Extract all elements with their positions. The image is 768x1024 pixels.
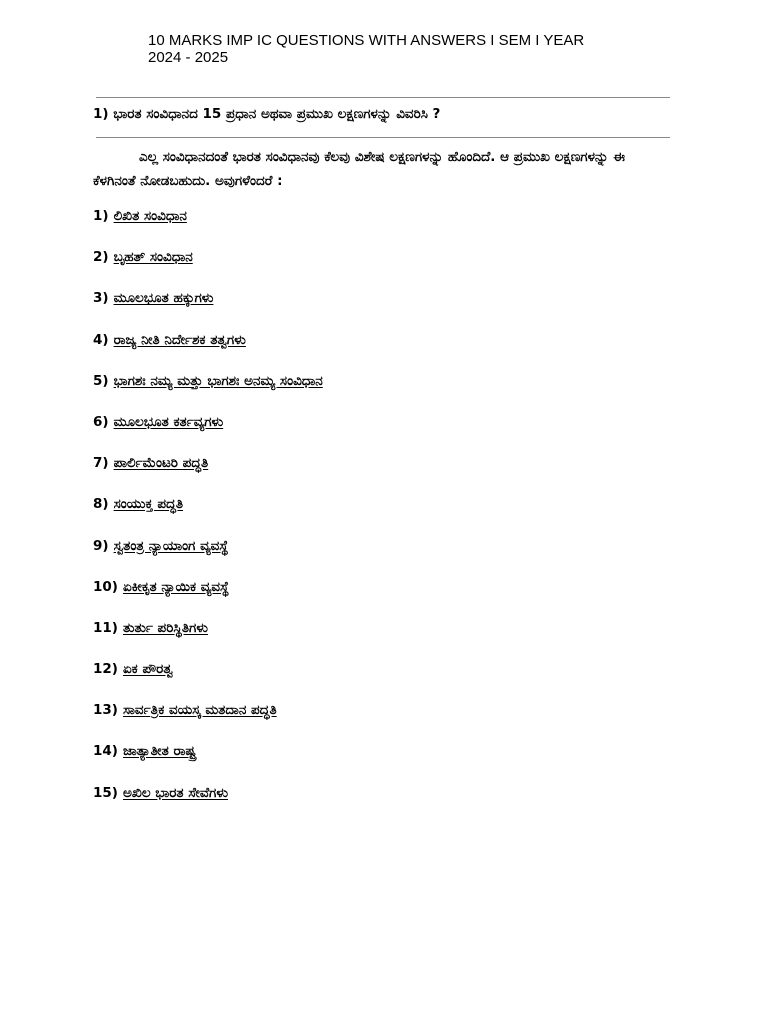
list-item-number: 11)	[93, 619, 118, 636]
list-item-number: 10)	[93, 578, 118, 595]
list-item	[93, 412, 323, 453]
list-item-text: ಮೂಲಭೂತ ಹಕ್ಕುಗಳು	[113, 290, 214, 307]
list-item-number: 6)	[93, 413, 109, 430]
list-item-number: 14)	[93, 743, 118, 760]
list-item-number: 4)	[93, 331, 109, 348]
list-item-number: 7)	[93, 455, 109, 472]
list-item-text: ರಾಜ್ಯ ನೀತಿ ನಿರ್ದೇಶಕ ತತ್ವಗಳು	[113, 331, 246, 348]
list-item-text: ಮೂಲಭೂತ ಕರ್ತವ್ಯಗಳು	[113, 413, 224, 430]
list-item	[93, 288, 323, 329]
list-item-text: ಏಕ ಪೌರತ್ವ	[122, 661, 173, 678]
list-item	[93, 247, 323, 288]
divider-bottom	[96, 137, 670, 138]
list-item	[93, 700, 323, 741]
list-item	[93, 577, 323, 618]
list-item-text: ಸಂಯುಕ್ತ ಪದ್ಧತಿ	[113, 496, 184, 513]
list-item-text: ಲಿಖಿತ ಸಂವಿಧಾನ	[113, 208, 187, 224]
list-item-text: ಭಾಗಶಃ ನಮ್ಯ ಮತ್ತು ಭಾಗಶಃ ಅನಮ್ಯ ಸಂವಿಧಾನ	[113, 372, 323, 389]
list-item-number: 12)	[93, 661, 118, 678]
list-item-text: ತುರ್ತು ಪರಿಸ್ಥಿತಿಗಳು	[122, 619, 208, 636]
page-header-title: 10 MARKS IMP IC QUESTIONS WITH ANSWERS I SEM I YEAR 2024 - 2025	[148, 32, 585, 66]
list-item-number: 8)	[93, 496, 109, 513]
list-item-number: 3)	[93, 290, 109, 307]
list-item-text: ಜಾತ್ಯಾತೀತ ರಾಷ್ಟ್ರ	[122, 743, 196, 760]
list-item-number: 5)	[93, 372, 109, 389]
answer-intro: ಎಲ್ಲ ಸಂವಿಧಾನದಂತೆ ಭಾರತ ಸಂವಿಧಾನವು ಕೆಲವು ವಿಶೇಷ ಲಕ್ಷಣಗಳನ್ನು ಹೊಂದಿದೆ. ಆ ಪ್ರಮುಖ ಲಕ್ಷಣಗಳನ್ನು ಈ ಕೆಳಗಿನಂತೆ ನೋಡಬಹುದು. ಅವುಗಳೆಂದರೆ :	[93, 149, 625, 189]
features-list	[93, 206, 323, 824]
list-item	[93, 453, 323, 494]
list-item-number: 1)	[93, 208, 109, 224]
list-item	[93, 618, 323, 659]
list-item-text: ಅಖಿಲ ಭಾರತ ಸೇವೆಗಳು	[122, 784, 228, 801]
list-item-number: 15)	[93, 784, 118, 801]
list-item-text: ಸಾರ್ವತ್ರಿಕ ವಯಸ್ಕ ಮತದಾನ ಪದ್ಧತಿ	[122, 702, 277, 719]
list-item	[93, 536, 323, 577]
list-item	[93, 494, 323, 535]
list-item-text: ಬೃಹತ್ ಸಂವಿಧಾನ	[113, 249, 193, 266]
list-item-text: ಏಕೀಕೃತ ನ್ಯಾಯಿಕ ವ್ಯವಸ್ಥೆ	[122, 578, 230, 595]
list-item	[93, 659, 323, 700]
list-item-number: 2)	[93, 249, 109, 266]
list-item-number: 13)	[93, 702, 118, 719]
list-item-number: 9)	[93, 537, 109, 554]
list-item	[93, 371, 323, 412]
list-item	[93, 206, 323, 247]
list-item	[93, 741, 323, 782]
list-item-text: ಪಾರ್ಲಿಮೆಂಟರಿ ಪದ್ಧತಿ	[113, 455, 209, 472]
list-item	[93, 330, 323, 371]
divider-top	[96, 97, 670, 98]
list-item-text: ಸ್ವತಂತ್ರ ನ್ಯಾಯಾಂಗ ವ್ಯವಸ್ಥೆ	[113, 537, 229, 554]
question-text: 1) ಭಾರತ ಸಂವಿಧಾನದ 15 ಪ್ರಧಾನ ಅಥವಾ ಪ್ರಮುಖ ಲಕ್ಷಣಗಳನ್ನು ವಿವರಿಸಿ ?	[93, 106, 441, 122]
list-item	[93, 783, 323, 824]
